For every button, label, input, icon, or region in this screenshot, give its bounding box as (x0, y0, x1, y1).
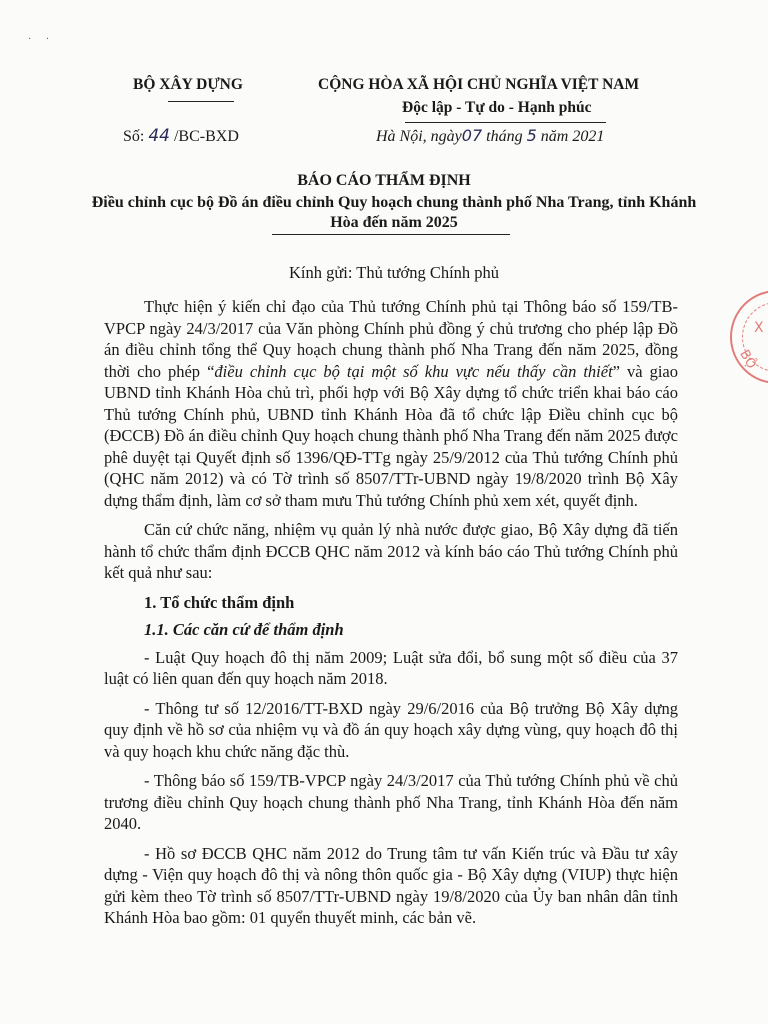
agency-name: BỘ XÂY DỰNG (133, 76, 243, 93)
paragraph-2: Căn cứ chức năng, nhiệm vụ quản lý nhà nước được giao, Bộ Xây dựng đã tiến hành tổ chức thẩm định ĐCCB QHC năm 2012 và kính báo cáo Thủ tướng Chính phủ kết quả như sau: (104, 520, 678, 582)
basis-item-2: - Thông tư số 12/2016/TT-BXD ngày 29/6/2016 của Bộ trưởng Bộ Xây dựng quy định về hồ sơ của nhiệm vụ và đồ án quy hoạch xây dựng vùng, quy hoạch đô thị và quy hoạch khu chức năng đặc thù. (104, 698, 678, 761)
agency-underline (168, 101, 234, 102)
section-heading-1: 1. Tổ chức thẩm định (144, 592, 295, 612)
recipient-line: Kính gửi: Thủ tướng Chính phủ (288, 263, 500, 282)
document-number (123, 126, 239, 146)
number-handwritten: 44 (148, 126, 170, 146)
paragraph-1-start: Thực hiện ý kiến chỉ đạo của Thủ tướng Chính phủ tại Thông báo số 159/TB-VPCP ngày 24/3/2017 của Văn phòng Chính phủ đồng ý chủ trương cho phép lập Đồ án điều chỉnh tổng thể Quy hoạch chung thành phố Nha Trang đến năm 2025, đồng thời cho phép “ (104, 297, 678, 381)
date-month: 5 (526, 126, 537, 145)
title-underline (272, 234, 510, 235)
date-day: 07 (461, 126, 483, 145)
report-subtitle-text: Điều chỉnh cục bộ Đồ án điều chỉnh Quy hoạch chung thành phố Nha Trang, tỉnh Khánh Hòa đến năm 2025 (91, 194, 697, 231)
national-motto: Độc lập - Tự do - Hạnh phúc (402, 99, 592, 116)
date-suffix: năm 2021 (540, 128, 605, 145)
paragraph-1 (104, 296, 678, 511)
basis-item-3: - Thông báo số 159/TB-VPCP ngày 24/3/2017 của Thủ tướng Chính phủ về chủ trương điều chỉnh Quy hoạch chung thành phố Nha Trang, tỉnh Khánh Hòa đến năm 2040. (104, 771, 678, 833)
motto-underline (405, 122, 606, 123)
date-mid: tháng (486, 128, 523, 145)
basis-item-4: - Hồ sơ ĐCCB QHC năm 2012 do Trung tâm tư vấn Kiến trúc và Đầu tư xây dựng - Viện quy hoạch đô thị và nông thôn quốc gia - Bộ Xây dựng (VIUP) thực hiện gửi kèm theo Tờ trình số 8507/TTr-UBND ngày 19/8/2020 của Ủy ban nhân dân tỉnh Khánh Hòa bao gồm: 01 quyển thuyết minh, các bản vẽ. (104, 843, 678, 927)
report-title: BÁO CÁO THẨM ĐỊNH (297, 172, 471, 189)
report-subtitle (0, 193, 768, 233)
paragraph-1-italic: điều chỉnh cục bộ tại một số khu vực nếu thấy cần thiết (214, 361, 613, 381)
number-suffix: /BC-BXD (173, 128, 239, 145)
date-prefix: Hà Nội, ngày (376, 128, 462, 145)
paragraph-1-end: ” và giao UBND tỉnh Khánh Hòa chủ trì, phối hợp với Bộ Xây dựng tổ chức triển khai báo cáo Thủ tướng Chính phủ, UBND tỉnh Khánh Hòa đã tổ chức lập Điều chỉnh cục bộ (ĐCCB) Đồ án điều chỉnh Quy hoạch chung thành phố Nha Trang đến năm 2025 được phê duyệt tại Quyết định số 1396/QĐ-TTg ngày 25/9/2012 của Thủ tướng Chính phủ (QHC năm 2012) và có Tờ trình số 8507/TTr-UBND ngày 19/8/2020 trình Bộ Xây dựng thẩm định, làm cơ sở tham mưu Thủ tướng Chính phủ xem xét, quyết định. (104, 361, 678, 510)
scan-specks: · · (28, 34, 56, 45)
red-seal-stamp (730, 290, 768, 384)
document-date (376, 126, 604, 146)
nation-name: CỘNG HÒA XÃ HỘI CHỦ NGHĨA VIỆT NAM (318, 76, 640, 93)
number-prefix: Số: (123, 128, 145, 145)
stamp-text-top: X (754, 320, 764, 336)
stamp-text-side: BỘ (736, 347, 759, 372)
section-heading-1-1: 1.1. Các căn cứ để thẩm định (144, 620, 344, 639)
basis-item-1: - Luật Quy hoạch đô thị năm 2009; Luật sửa đổi, bổ sung một số điều của 37 luật có liên quan đến quy hoạch năm 2018. (104, 647, 678, 688)
document-body (104, 296, 678, 937)
